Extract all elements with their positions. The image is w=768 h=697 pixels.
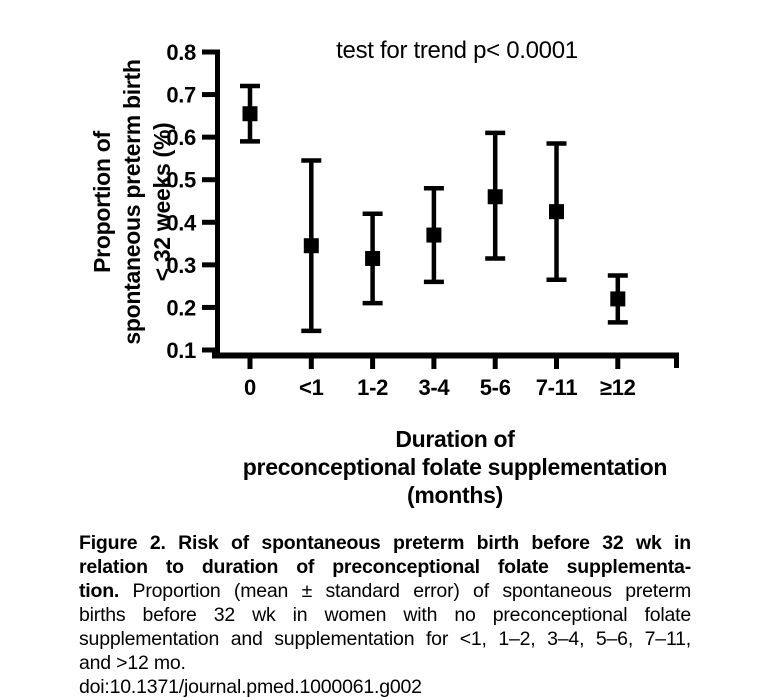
y-tick-label: 0.8 bbox=[166, 40, 196, 65]
x-axis-title-line: Duration of bbox=[395, 426, 515, 452]
caption-normal-text: births before 32 wk in women with no preconceptional folate bbox=[79, 604, 691, 626]
data-point-marker bbox=[304, 238, 319, 253]
data-point-marker bbox=[365, 251, 380, 266]
x-tick-label: ≥12 bbox=[599, 375, 636, 400]
y-axis-title bbox=[89, 59, 175, 344]
caption-normal-text: and >12 mo. bbox=[79, 652, 186, 674]
figure-caption bbox=[79, 531, 691, 697]
x-tick-label: 1-2 bbox=[357, 375, 389, 400]
x-tick-label: 0 bbox=[244, 375, 256, 400]
caption-bold-text: tion. bbox=[79, 580, 120, 602]
caption-line bbox=[79, 555, 691, 579]
y-axis-title-line: Proportion of bbox=[89, 131, 115, 273]
x-tick-label: 3-4 bbox=[418, 375, 450, 400]
caption-line bbox=[79, 531, 691, 555]
x-tick-label: 7-11 bbox=[535, 375, 578, 400]
y-tick-label: 0.7 bbox=[166, 82, 196, 108]
y-tick-label: 0.5 bbox=[166, 167, 196, 193]
caption-bold-text: Figure 2. Risk of spontaneous preterm birth before 32 wk in bbox=[79, 532, 691, 554]
data-point-marker bbox=[426, 228, 441, 243]
data-point-marker bbox=[610, 291, 625, 306]
y-tick-label: 0.2 bbox=[166, 295, 196, 321]
data-point-marker bbox=[549, 204, 564, 219]
caption-line bbox=[79, 579, 691, 603]
caption-line bbox=[79, 603, 691, 627]
y-axis-title-line: spontaneous preterm birth bbox=[119, 59, 145, 345]
caption-line bbox=[79, 627, 691, 651]
caption-normal-text: Proportion (mean ± standard error) of spontaneous preterm bbox=[119, 580, 691, 602]
y-tick-label: 0.6 bbox=[166, 125, 196, 151]
y-tick-label: 0.4 bbox=[166, 210, 196, 236]
y-axis-title-line: < 32 weeks (%) bbox=[149, 122, 175, 282]
y-tick-label: 0.1 bbox=[166, 338, 196, 363]
doi-line bbox=[79, 675, 691, 697]
caption-line bbox=[79, 651, 691, 675]
x-tick-label: <1 bbox=[299, 375, 324, 400]
x-axis-title-line: (months) bbox=[407, 482, 503, 508]
trend-annotation: test for trend p< 0.0001 bbox=[336, 37, 578, 64]
data-point-marker bbox=[488, 189, 503, 204]
data-point-marker bbox=[243, 106, 258, 121]
x-tick-label: 5-6 bbox=[479, 375, 511, 400]
y-tick-label: 0.3 bbox=[166, 252, 196, 278]
x-axis-title-line: preconceptional folate supplementation bbox=[242, 454, 668, 480]
doi-text: doi:10.1371/journal.pmed.1000061.g002 bbox=[79, 676, 422, 697]
caption-normal-text: supplementation and supplementation for <1, 1–2, 3–4, 5–6, 7–11, bbox=[79, 628, 691, 650]
caption-bold-text: relation to duration of preconceptional folate supplementa- bbox=[79, 556, 691, 578]
